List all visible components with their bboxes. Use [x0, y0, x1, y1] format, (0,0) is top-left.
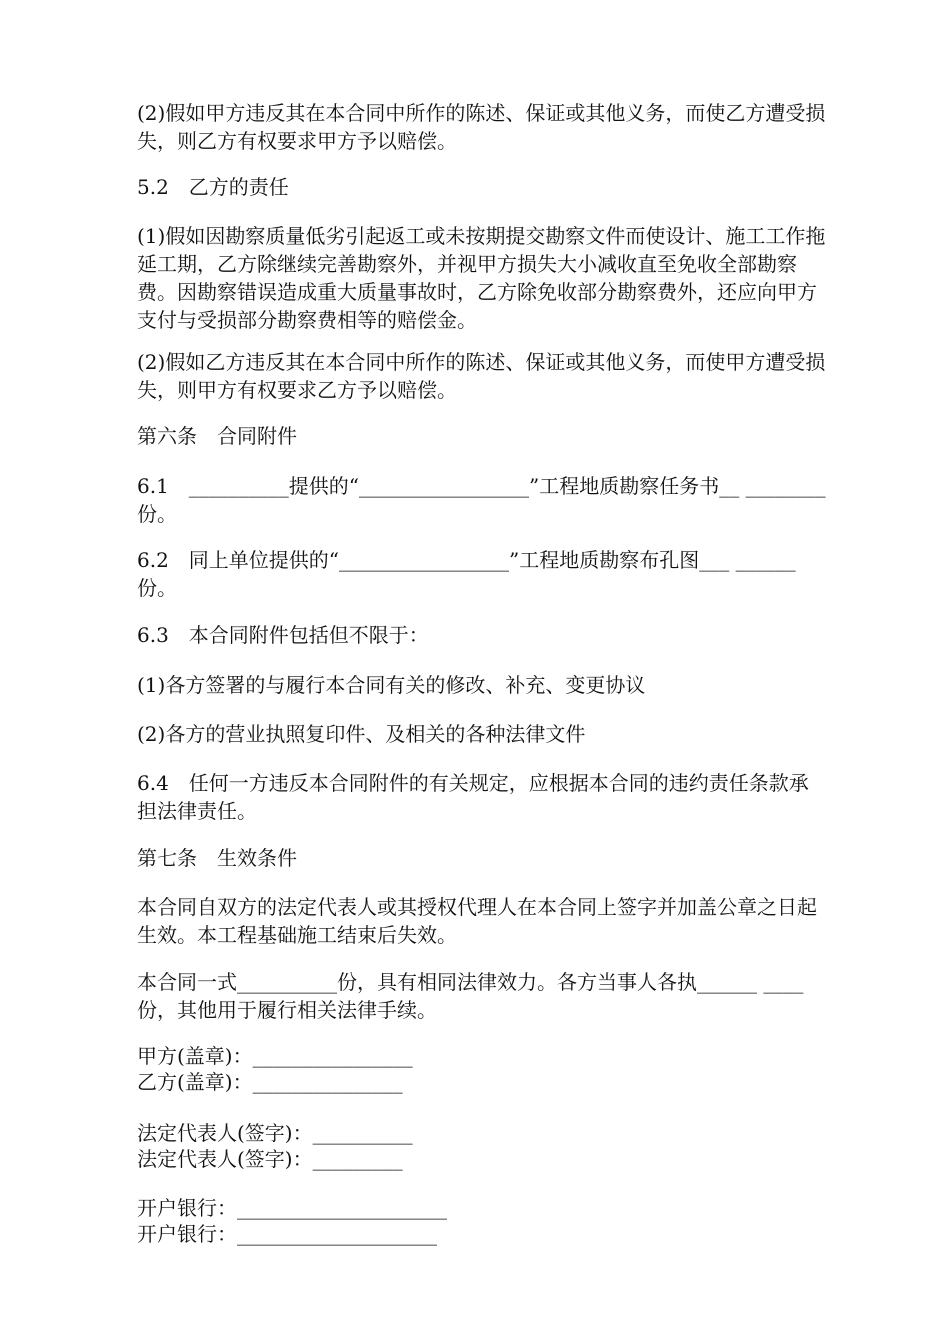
paragraph-party-b-breach: (2)假如乙方违反其在本合同中所作的陈述、保证或其他义务，而使甲方遭受损失，则甲方有权要求乙方予以赔偿。: [137, 350, 826, 402]
paragraph-survey-quality: (1)假如因勘察质量低劣引起返工或未按期提交勘察文件而使设计、施工工作拖延工期，乙方除继续完善勘察外，并视甲方损失大小减收直至免收全部勘察费。因勘察错误造成重大质量事故时，乙方除免收部分勘察费外，还应向甲方支付与受损部分勘察费相等的赔偿金。: [137, 224, 826, 332]
paragraph-6-3: 6.3 本合同附件包括但不限于：: [137, 623, 429, 647]
heading-5-2: 5.2 乙方的责任: [137, 175, 289, 199]
paragraph-attachment-1: (1)各方签署的与履行本合同有关的修改、补充、变更协议: [137, 673, 646, 697]
heading-article-7: 第七条 生效条件: [137, 846, 297, 870]
paragraph-copies: 本合同一式__________份，具有相同法律效力。各方当事人各执______ ____份，其他用于履行相关法律手续。: [137, 970, 804, 1022]
paragraph-6-2: 6.2 同上单位提供的“_________________”工程地质勘察布孔图___ ______份。: [137, 548, 796, 600]
paragraph-attachment-2: (2)各方的营业执照复印件、及相关的各种法律文件: [137, 722, 586, 746]
bank-account-block: 开户银行：_____________________ 开户银行：____________________: [137, 1196, 447, 1246]
paragraph-effective-date: 本合同自双方的法定代表人或其授权代理人在本合同上签字并加盖公章之日起生效。本工程基础施工结束后失效。: [137, 895, 817, 947]
signature-seal-block: 甲方(盖章)：________________ 乙方(盖章)：_______________: [137, 1044, 413, 1094]
paragraph-6-1: 6.1 __________提供的“_________________”工程地质勘察任务书__ ________份。: [137, 474, 826, 526]
paragraph-6-4: 6.4 任何一方违反本合同附件的有关规定，应根据本合同的违约责任条款承担法律责任。: [137, 771, 809, 823]
paragraph-party-a-breach: (2)假如甲方违反其在本合同中所作的陈述、保证或其他义务，而使乙方遭受损失，则乙方有权要求甲方予以赔偿。: [137, 101, 826, 153]
heading-article-6: 第六条 合同附件: [137, 424, 297, 448]
signature-representative-block: 法定代表人(签字)：__________ 法定代表人(签字)：_________: [137, 1121, 413, 1171]
